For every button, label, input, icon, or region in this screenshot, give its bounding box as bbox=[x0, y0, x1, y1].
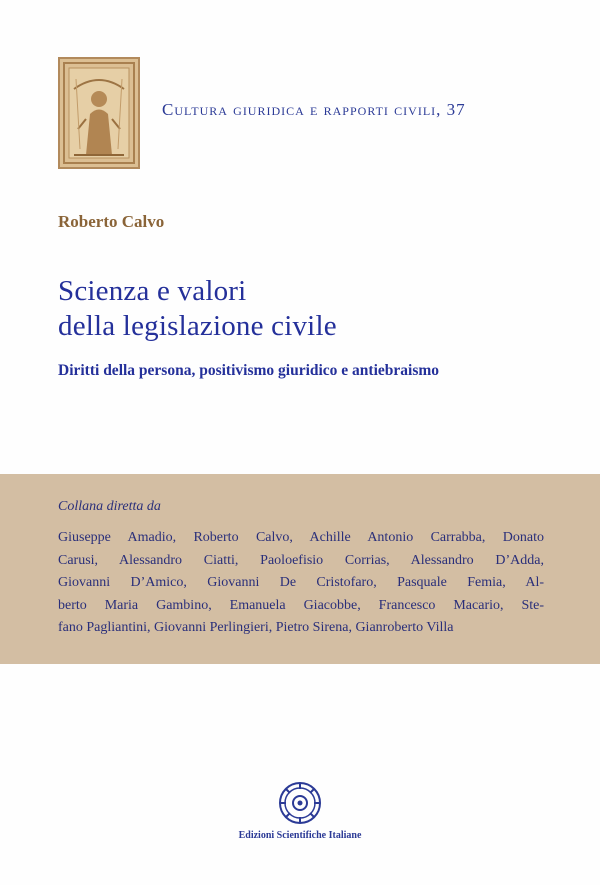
collana-label: Collana diretta da bbox=[58, 499, 161, 514]
board-line: Giovanni D’Amico, Giovanni De Cristofaro, Pasquale Femia, Al- bbox=[58, 575, 544, 590]
book-subtitle: Diritti della persona, positivismo giuridico e antiebraismo bbox=[58, 362, 440, 379]
board-line: berto Maria Gambino, Emanuela Giacobbe, Francesco Macario, Ste- bbox=[58, 597, 544, 613]
title-line-1: Scienza e valori bbox=[58, 275, 247, 307]
editorial-board-band bbox=[0, 474, 600, 664]
board-line: fano Pagliantini, Giovanni Perlingieri, Pietro Sirena, Gianroberto Villa bbox=[58, 620, 454, 635]
book-title bbox=[58, 274, 337, 344]
author-name: Roberto Calvo bbox=[58, 212, 165, 231]
publisher-name: Edizioni Scientifiche Italiane bbox=[238, 830, 362, 841]
title-line-2: della legislazione civile bbox=[58, 310, 337, 342]
board-line: Carusi, Alessandro Ciatti, Paoloefisio Corrias, Alessandro D’Adda, bbox=[58, 552, 544, 568]
board-line: Giuseppe Amadio, Roberto Calvo, Achille Antonio Carrabba, Donato bbox=[58, 530, 544, 545]
publisher-seal-icon bbox=[278, 781, 322, 825]
editorial-board-list bbox=[58, 527, 544, 640]
series-title: Cultura giuridica e rapporti civili, 37 bbox=[162, 100, 466, 119]
framed-engraving-icon bbox=[58, 57, 140, 169]
